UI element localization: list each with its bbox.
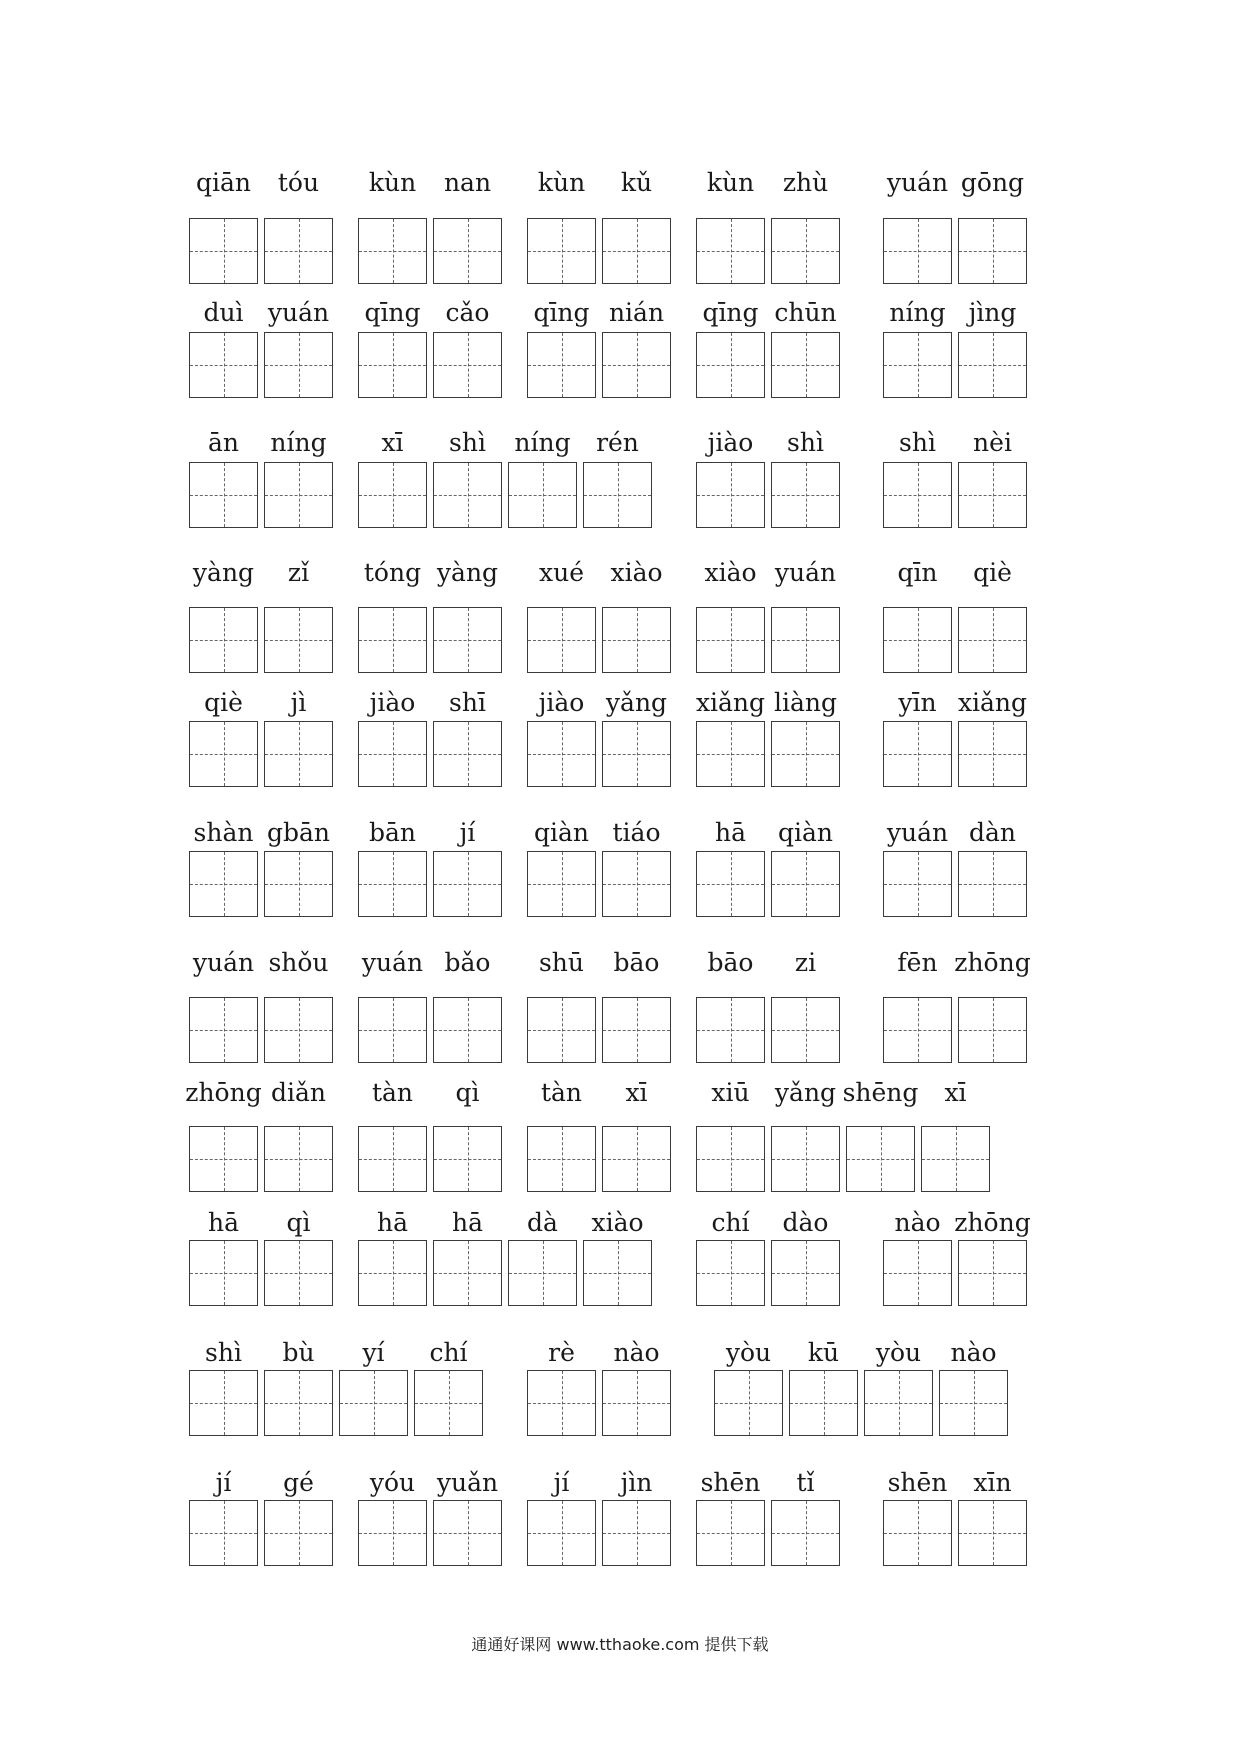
pinyin-syllable: shǒu — [268, 948, 329, 977]
character-grid-box[interactable] — [358, 218, 427, 284]
character-grid-box[interactable] — [264, 1126, 333, 1192]
pinyin-syllable: yàng — [192, 558, 255, 587]
pinyin-syllable: yuán — [886, 818, 949, 847]
character-grid-box[interactable] — [958, 332, 1027, 398]
character-grid-box[interactable] — [358, 1126, 427, 1192]
character-grid-box[interactable] — [602, 721, 671, 787]
pinyin-syllable: liàng — [773, 688, 837, 717]
pinyin-syllable: bāo — [613, 948, 660, 977]
pinyin-syllable: níng — [889, 298, 946, 327]
character-grid-box[interactable] — [696, 1500, 765, 1566]
character-grid-box[interactable] — [264, 997, 333, 1063]
character-grid-box[interactable] — [358, 1500, 427, 1566]
pinyin-syllable: shēn — [700, 1468, 761, 1497]
character-grid-box[interactable] — [433, 1240, 502, 1306]
pinyin-syllable: gé — [283, 1468, 314, 1497]
pinyin-syllable: dàn — [968, 818, 1016, 847]
pinyin-syllable: zǐ — [287, 558, 310, 587]
pinyin-syllable: yǎng — [605, 688, 668, 717]
character-grid-box[interactable] — [602, 997, 671, 1063]
pinyin-syllable: duì — [203, 298, 244, 327]
character-grid-box[interactable] — [527, 997, 596, 1063]
pinyin-syllable: xī — [944, 1078, 967, 1107]
pinyin-syllable: xī — [625, 1078, 648, 1107]
pinyin-syllable: kùn — [706, 168, 755, 197]
character-grid-box[interactable] — [883, 1240, 952, 1306]
pinyin-syllable: níng — [270, 428, 327, 457]
pinyin-syllable: ān — [207, 428, 239, 457]
pinyin-syllable: hā — [376, 1208, 408, 1237]
pinyin-syllable: qì — [455, 1078, 480, 1107]
character-grid-box[interactable] — [939, 1370, 1008, 1436]
pinyin-syllable: nián — [608, 298, 665, 327]
pinyin-syllable: xué — [539, 558, 584, 587]
pinyin-syllable: nào — [613, 1338, 660, 1367]
character-grid-box[interactable] — [433, 607, 502, 673]
pinyin-syllable: qiàn — [533, 818, 589, 847]
character-grid-box[interactable] — [696, 721, 765, 787]
pinyin-syllable: yòu — [725, 1338, 772, 1367]
character-grid-box[interactable] — [602, 1370, 671, 1436]
pinyin-syllable: qīng — [702, 298, 759, 327]
character-grid-box[interactable] — [883, 218, 952, 284]
pinyin-syllable: zi — [794, 948, 817, 977]
pinyin-syllable: shēn — [887, 1468, 948, 1497]
pinyin-syllable: qiè — [973, 558, 1012, 587]
pinyin-syllable: shàn — [193, 818, 254, 847]
character-grid-box[interactable] — [433, 1126, 502, 1192]
character-grid-box[interactable] — [358, 462, 427, 528]
pinyin-syllable: bāo — [707, 948, 754, 977]
pinyin-syllable: jì — [290, 688, 307, 717]
pinyin-syllable: jìng — [968, 298, 1017, 327]
character-grid-box[interactable] — [883, 332, 952, 398]
pinyin-syllable: jí — [553, 1468, 570, 1497]
pinyin-syllable: xiū — [711, 1078, 750, 1107]
pinyin-syllable: jí — [215, 1468, 232, 1497]
character-grid-box[interactable] — [189, 1370, 258, 1436]
character-grid-box[interactable] — [358, 997, 427, 1063]
character-grid-box[interactable] — [958, 997, 1027, 1063]
character-grid-box[interactable] — [771, 462, 840, 528]
character-grid-box[interactable] — [414, 1370, 483, 1436]
character-grid-box[interactable] — [771, 1240, 840, 1306]
pinyin-syllable: gbān — [266, 818, 330, 847]
character-grid-box[interactable] — [602, 1500, 671, 1566]
character-grid-box[interactable] — [883, 851, 952, 917]
character-grid-box[interactable] — [189, 851, 258, 917]
character-grid-box[interactable] — [264, 218, 333, 284]
character-grid-box[interactable] — [602, 218, 671, 284]
character-grid-box[interactable] — [189, 1500, 258, 1566]
pinyin-syllable: tóng — [363, 558, 422, 587]
character-grid-box[interactable] — [771, 997, 840, 1063]
pinyin-syllable: hā — [451, 1208, 483, 1237]
pinyin-syllable: shī — [449, 688, 486, 717]
character-grid-box[interactable] — [508, 462, 577, 528]
pinyin-syllable: xiǎng — [957, 688, 1028, 717]
character-grid-box[interactable] — [958, 721, 1027, 787]
character-grid-box[interactable] — [583, 462, 652, 528]
character-grid-box[interactable] — [189, 332, 258, 398]
character-grid-box[interactable] — [358, 1240, 427, 1306]
pinyin-syllable: hā — [207, 1208, 239, 1237]
pinyin-syllable: nào — [950, 1338, 997, 1367]
character-grid-box[interactable] — [696, 607, 765, 673]
character-grid-box[interactable] — [264, 1370, 333, 1436]
pinyin-syllable: shū — [538, 948, 585, 977]
character-grid-box[interactable] — [527, 1126, 596, 1192]
pinyin-syllable: tiáo — [612, 818, 661, 847]
character-grid-box[interactable] — [358, 851, 427, 917]
character-grid-box[interactable] — [189, 462, 258, 528]
pinyin-syllable: dà — [527, 1208, 558, 1237]
character-grid-box[interactable] — [264, 1500, 333, 1566]
pinyin-syllable: zhù — [782, 168, 829, 197]
pinyin-syllable: níng — [514, 428, 571, 457]
pinyin-syllable: zhōng — [954, 948, 1031, 977]
character-grid-box[interactable] — [958, 1500, 1027, 1566]
pinyin-syllable: xīn — [973, 1468, 1012, 1497]
pinyin-syllable: kùn — [368, 168, 417, 197]
pinyin-syllable: cǎo — [445, 298, 490, 327]
character-grid-box[interactable] — [527, 607, 596, 673]
character-grid-box[interactable] — [883, 462, 952, 528]
pinyin-syllable: yuán — [886, 168, 949, 197]
pinyin-syllable: shì — [787, 428, 824, 457]
pinyin-syllable: jìn — [620, 1468, 653, 1497]
pinyin-syllable: yǎng — [774, 1078, 837, 1107]
pinyin-syllable: kǔ — [620, 168, 653, 197]
character-grid-box[interactable] — [602, 1126, 671, 1192]
character-grid-box[interactable] — [264, 607, 333, 673]
character-grid-box[interactable] — [958, 1240, 1027, 1306]
character-grid-box[interactable] — [527, 218, 596, 284]
pinyin-syllable: qiè — [204, 688, 243, 717]
pinyin-syllable: rén — [596, 428, 639, 457]
pinyin-syllable: chí — [711, 1208, 750, 1237]
pinyin-syllable: fēn — [897, 948, 938, 977]
character-grid-box[interactable] — [527, 1500, 596, 1566]
pinyin-syllable: gōng — [960, 168, 1025, 197]
character-grid-box[interactable] — [264, 851, 333, 917]
pinyin-syllable: tàn — [540, 1078, 583, 1107]
pinyin-syllable: xī — [381, 428, 404, 457]
pinyin-syllable: yuán — [267, 298, 330, 327]
character-grid-box[interactable] — [433, 721, 502, 787]
pinyin-syllable: nan — [443, 168, 492, 197]
pinyin-syllable: yòu — [875, 1338, 922, 1367]
character-grid-box[interactable] — [846, 1126, 915, 1192]
pinyin-syllable: qì — [286, 1208, 311, 1237]
character-grid-box[interactable] — [264, 1240, 333, 1306]
pinyin-syllable: nèi — [973, 428, 1012, 457]
character-grid-box[interactable] — [883, 1500, 952, 1566]
pinyin-syllable: yuán — [774, 558, 837, 587]
pinyin-syllable: qiàn — [777, 818, 833, 847]
pinyin-syllable: jiào — [538, 688, 585, 717]
character-grid-box[interactable] — [771, 218, 840, 284]
pinyin-syllable: xiào — [704, 558, 757, 587]
character-grid-box[interactable] — [958, 218, 1027, 284]
character-grid-box[interactable] — [958, 851, 1027, 917]
character-grid-box[interactable] — [264, 332, 333, 398]
character-grid-box[interactable] — [602, 607, 671, 673]
character-grid-box[interactable] — [883, 721, 952, 787]
pinyin-syllable: yuǎn — [436, 1468, 499, 1497]
character-grid-box[interactable] — [358, 332, 427, 398]
pinyin-syllable: zhōng — [185, 1078, 262, 1107]
character-grid-box[interactable] — [789, 1370, 858, 1436]
character-grid-box[interactable] — [433, 332, 502, 398]
pinyin-syllable: qīng — [364, 298, 421, 327]
pinyin-syllable: yí — [362, 1338, 385, 1367]
pinyin-syllable: bù — [282, 1338, 315, 1367]
character-grid-box[interactable] — [696, 1126, 765, 1192]
pinyin-syllable: shēng — [842, 1078, 919, 1107]
pinyin-syllable: qīng — [533, 298, 590, 327]
character-grid-box[interactable] — [189, 1126, 258, 1192]
character-grid-box[interactable] — [433, 218, 502, 284]
character-grid-box[interactable] — [264, 721, 333, 787]
pinyin-syllable: kùn — [537, 168, 586, 197]
character-grid-box[interactable] — [771, 721, 840, 787]
pinyin-syllable: yóu — [369, 1468, 416, 1497]
pinyin-syllable: jiào — [707, 428, 754, 457]
character-grid-box[interactable] — [696, 997, 765, 1063]
pinyin-syllable: tàn — [371, 1078, 414, 1107]
pinyin-syllable: jiào — [369, 688, 416, 717]
character-grid-box[interactable] — [527, 332, 596, 398]
pinyin-syllable: yīn — [898, 688, 937, 717]
character-grid-box[interactable] — [264, 462, 333, 528]
pinyin-syllable: yuán — [192, 948, 255, 977]
character-grid-box[interactable] — [864, 1370, 933, 1436]
character-grid-box[interactable] — [189, 721, 258, 787]
character-grid-box[interactable] — [508, 1240, 577, 1306]
character-grid-box[interactable] — [189, 997, 258, 1063]
pinyin-syllable: jí — [459, 818, 476, 847]
character-grid-box[interactable] — [958, 607, 1027, 673]
character-grid-box[interactable] — [358, 607, 427, 673]
pinyin-syllable: hā — [714, 818, 746, 847]
character-grid-box[interactable] — [602, 332, 671, 398]
pinyin-syllable: chí — [429, 1338, 468, 1367]
pinyin-syllable: rè — [548, 1338, 575, 1367]
character-grid-box[interactable] — [771, 1500, 840, 1566]
pinyin-syllable: dào — [782, 1208, 829, 1237]
character-grid-box[interactable] — [527, 1370, 596, 1436]
character-grid-box[interactable] — [189, 1240, 258, 1306]
character-grid-box[interactable] — [883, 997, 952, 1063]
pinyin-syllable: bān — [368, 818, 416, 847]
character-grid-box[interactable] — [883, 607, 952, 673]
character-grid-box[interactable] — [771, 1126, 840, 1192]
character-grid-box[interactable] — [527, 721, 596, 787]
character-grid-box[interactable] — [583, 1240, 652, 1306]
character-grid-box[interactable] — [527, 851, 596, 917]
pinyin-syllable: xiào — [591, 1208, 644, 1237]
pinyin-syllable: yàng — [436, 558, 499, 587]
pinyin-syllable: zhōng — [954, 1208, 1031, 1237]
character-grid-box[interactable] — [921, 1126, 990, 1192]
character-grid-box[interactable] — [696, 332, 765, 398]
character-grid-box[interactable] — [696, 218, 765, 284]
character-grid-box[interactable] — [771, 851, 840, 917]
pinyin-syllable: qīn — [897, 558, 938, 587]
pinyin-syllable: xiǎng — [695, 688, 766, 717]
character-grid-box[interactable] — [696, 462, 765, 528]
pinyin-syllable: shì — [205, 1338, 242, 1367]
pinyin-syllable: chūn — [774, 298, 837, 327]
character-grid-box[interactable] — [958, 462, 1027, 528]
character-grid-box[interactable] — [696, 851, 765, 917]
pinyin-syllable: tǐ — [796, 1468, 815, 1497]
pinyin-syllable: diǎn — [270, 1078, 326, 1107]
character-grid-box[interactable] — [358, 721, 427, 787]
pinyin-syllable: kū — [807, 1338, 840, 1367]
character-grid-box[interactable] — [189, 218, 258, 284]
pinyin-syllable: shì — [449, 428, 486, 457]
character-grid-box[interactable] — [602, 851, 671, 917]
character-grid-box[interactable] — [433, 1500, 502, 1566]
footer-credit: 通通好课网 www.tthaoke.com 提供下载 — [471, 1635, 769, 1654]
pinyin-syllable: tóu — [277, 168, 320, 197]
pinyin-syllable: shì — [899, 428, 936, 457]
character-grid-box[interactable] — [714, 1370, 783, 1436]
character-grid-box[interactable] — [771, 332, 840, 398]
character-grid-box[interactable] — [433, 851, 502, 917]
pinyin-syllable: bǎo — [444, 948, 491, 977]
pinyin-syllable: xiào — [610, 558, 663, 587]
character-grid-box[interactable] — [339, 1370, 408, 1436]
pinyin-syllable: qiān — [195, 168, 251, 197]
character-grid-box[interactable] — [696, 1240, 765, 1306]
character-grid-box[interactable] — [771, 607, 840, 673]
character-grid-box[interactable] — [189, 607, 258, 673]
character-grid-box[interactable] — [433, 997, 502, 1063]
character-grid-box[interactable] — [433, 462, 502, 528]
pinyin-syllable: yuán — [361, 948, 424, 977]
pinyin-syllable: nào — [894, 1208, 941, 1237]
